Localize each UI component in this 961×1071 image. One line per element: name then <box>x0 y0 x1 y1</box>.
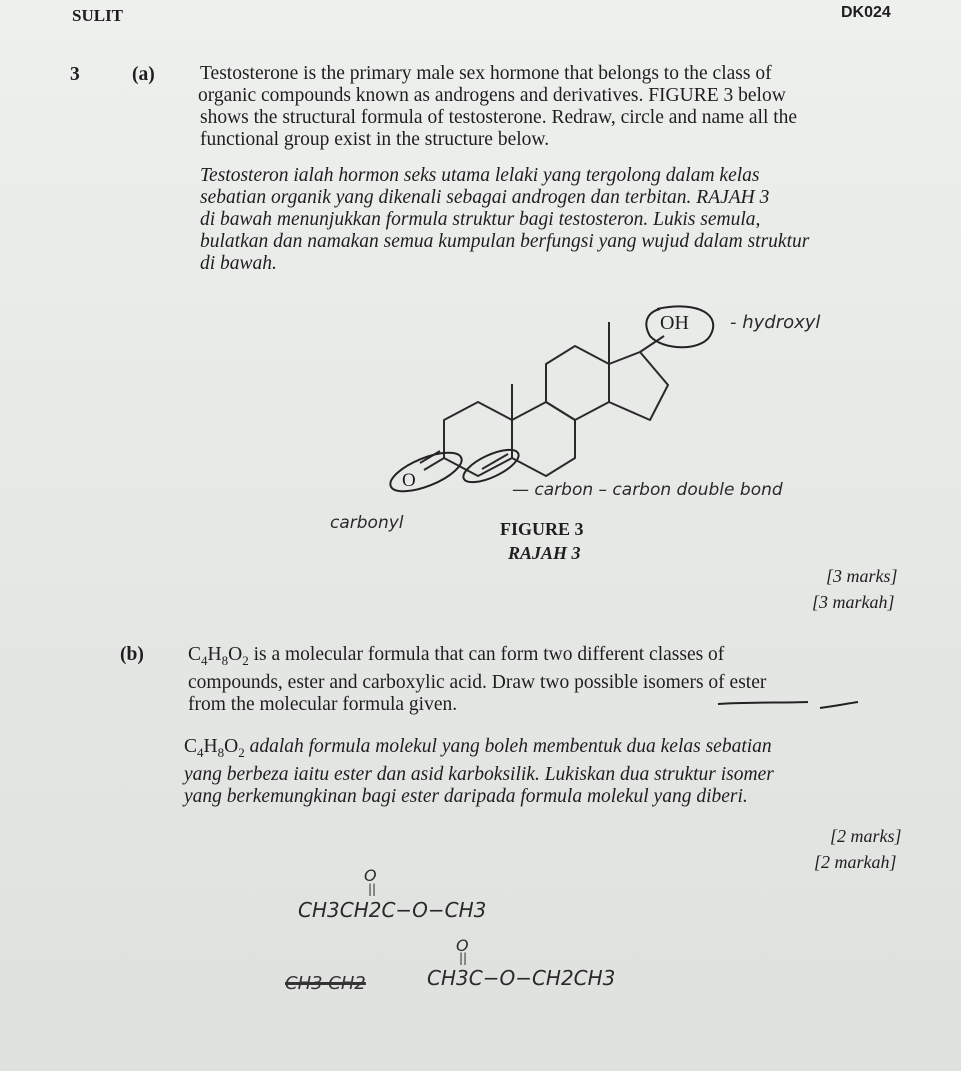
carbonyl-oxygen-2: O <box>456 936 469 955</box>
text-line: bulatkan dan namakan semua kumpulan berfungsi yang wujud dalam struktur <box>200 231 810 252</box>
part-b-label: (b) <box>120 644 144 665</box>
text-fragment: is a molecular formula that can form two different classes of <box>248 644 725 665</box>
text-line: Testosteron ialah hormon seks utama lelaki yang tergolong dalam kelas <box>200 165 760 186</box>
question-number: 3 <box>70 64 80 85</box>
ring-a <box>444 402 512 476</box>
part-a-label: (a) <box>132 64 155 85</box>
text-line: Testosterone is the primary male sex hormone that belongs to the class of <box>200 63 772 84</box>
header-sulit: SULIT <box>72 6 124 25</box>
marks-a-ms: [3 markah] <box>812 592 895 612</box>
text-line: from the molecular formula given. <box>188 693 458 715</box>
marks-b-ms: [2 markah] <box>814 852 897 872</box>
text-line: shows the structural formula of testosterone. Redraw, circle and name all the <box>200 107 798 128</box>
marks-a-en: [3 marks] <box>826 566 898 586</box>
double-bond-mark-2: || <box>459 951 468 965</box>
text-line: $C_4H_8O_2$ is a molecular formula that can form two different classes of <box>188 644 725 668</box>
course-code: DK024 <box>841 4 891 21</box>
atom-oh: OH <box>660 312 689 334</box>
figure-label-malay: RAJAH 3 <box>508 543 581 563</box>
part-b-malay-text <box>184 736 914 808</box>
marks-b-en: [2 marks] <box>830 826 902 846</box>
underline-scribble <box>700 690 870 720</box>
text-line: di bawah. <box>200 253 277 274</box>
isomer-2: CH3C−O−CH2CH3 <box>427 966 616 990</box>
ring-c <box>546 346 609 420</box>
part-a-english-text <box>200 63 900 151</box>
annotation-carbonyl: carbonyl <box>330 513 404 533</box>
carbonyl-circle <box>386 445 467 499</box>
annotation-carbon-double-bond: — carbon – carbon double bond <box>512 480 783 500</box>
text-line: yang berbeza iaitu ester dan asid karboksilik. Lukiskan dua struktur isomer <box>184 763 774 785</box>
text-line: compounds, ester and carboxylic acid. Draw two possible isomers of ester <box>188 671 767 693</box>
part-a-malay-text <box>200 165 900 275</box>
atom-o: O <box>402 470 416 491</box>
ring-d <box>609 352 668 420</box>
text-line: sebatian organik yang dikenali sebagai androgen dan terbitan. RAJAH 3 <box>200 187 770 208</box>
figure-label: FIGURE 3 <box>500 519 584 539</box>
text-fragment: adalah formula molekul yang boleh membentuk dua kelas sebatian <box>244 736 772 757</box>
crossed-out-scribble: CH3 CH2 <box>285 973 366 994</box>
annotation-hydroxyl: - hydroxyl <box>730 312 821 333</box>
carbonyl-oxygen-1: O <box>364 866 377 885</box>
text-line: organic compounds known as androgens and derivatives. FIGURE 3 below <box>198 85 786 106</box>
text-line: yang berkemungkinan bagi ester daripada formula molekul yang diberi. <box>184 785 748 807</box>
text-line: functional group exist in the structure below. <box>200 129 550 150</box>
text-line: di bawah menunjukkan formula struktur bagi testosteron. Lukis semula, <box>200 209 761 230</box>
isomer-1: CH3CH2C−O−CH3 <box>298 898 487 922</box>
text-line: $C_4H_8O_2$ adalah formula molekul yang boleh membentuk dua kelas sebatian <box>184 736 772 760</box>
double-bond-mark-1: || <box>368 882 377 896</box>
